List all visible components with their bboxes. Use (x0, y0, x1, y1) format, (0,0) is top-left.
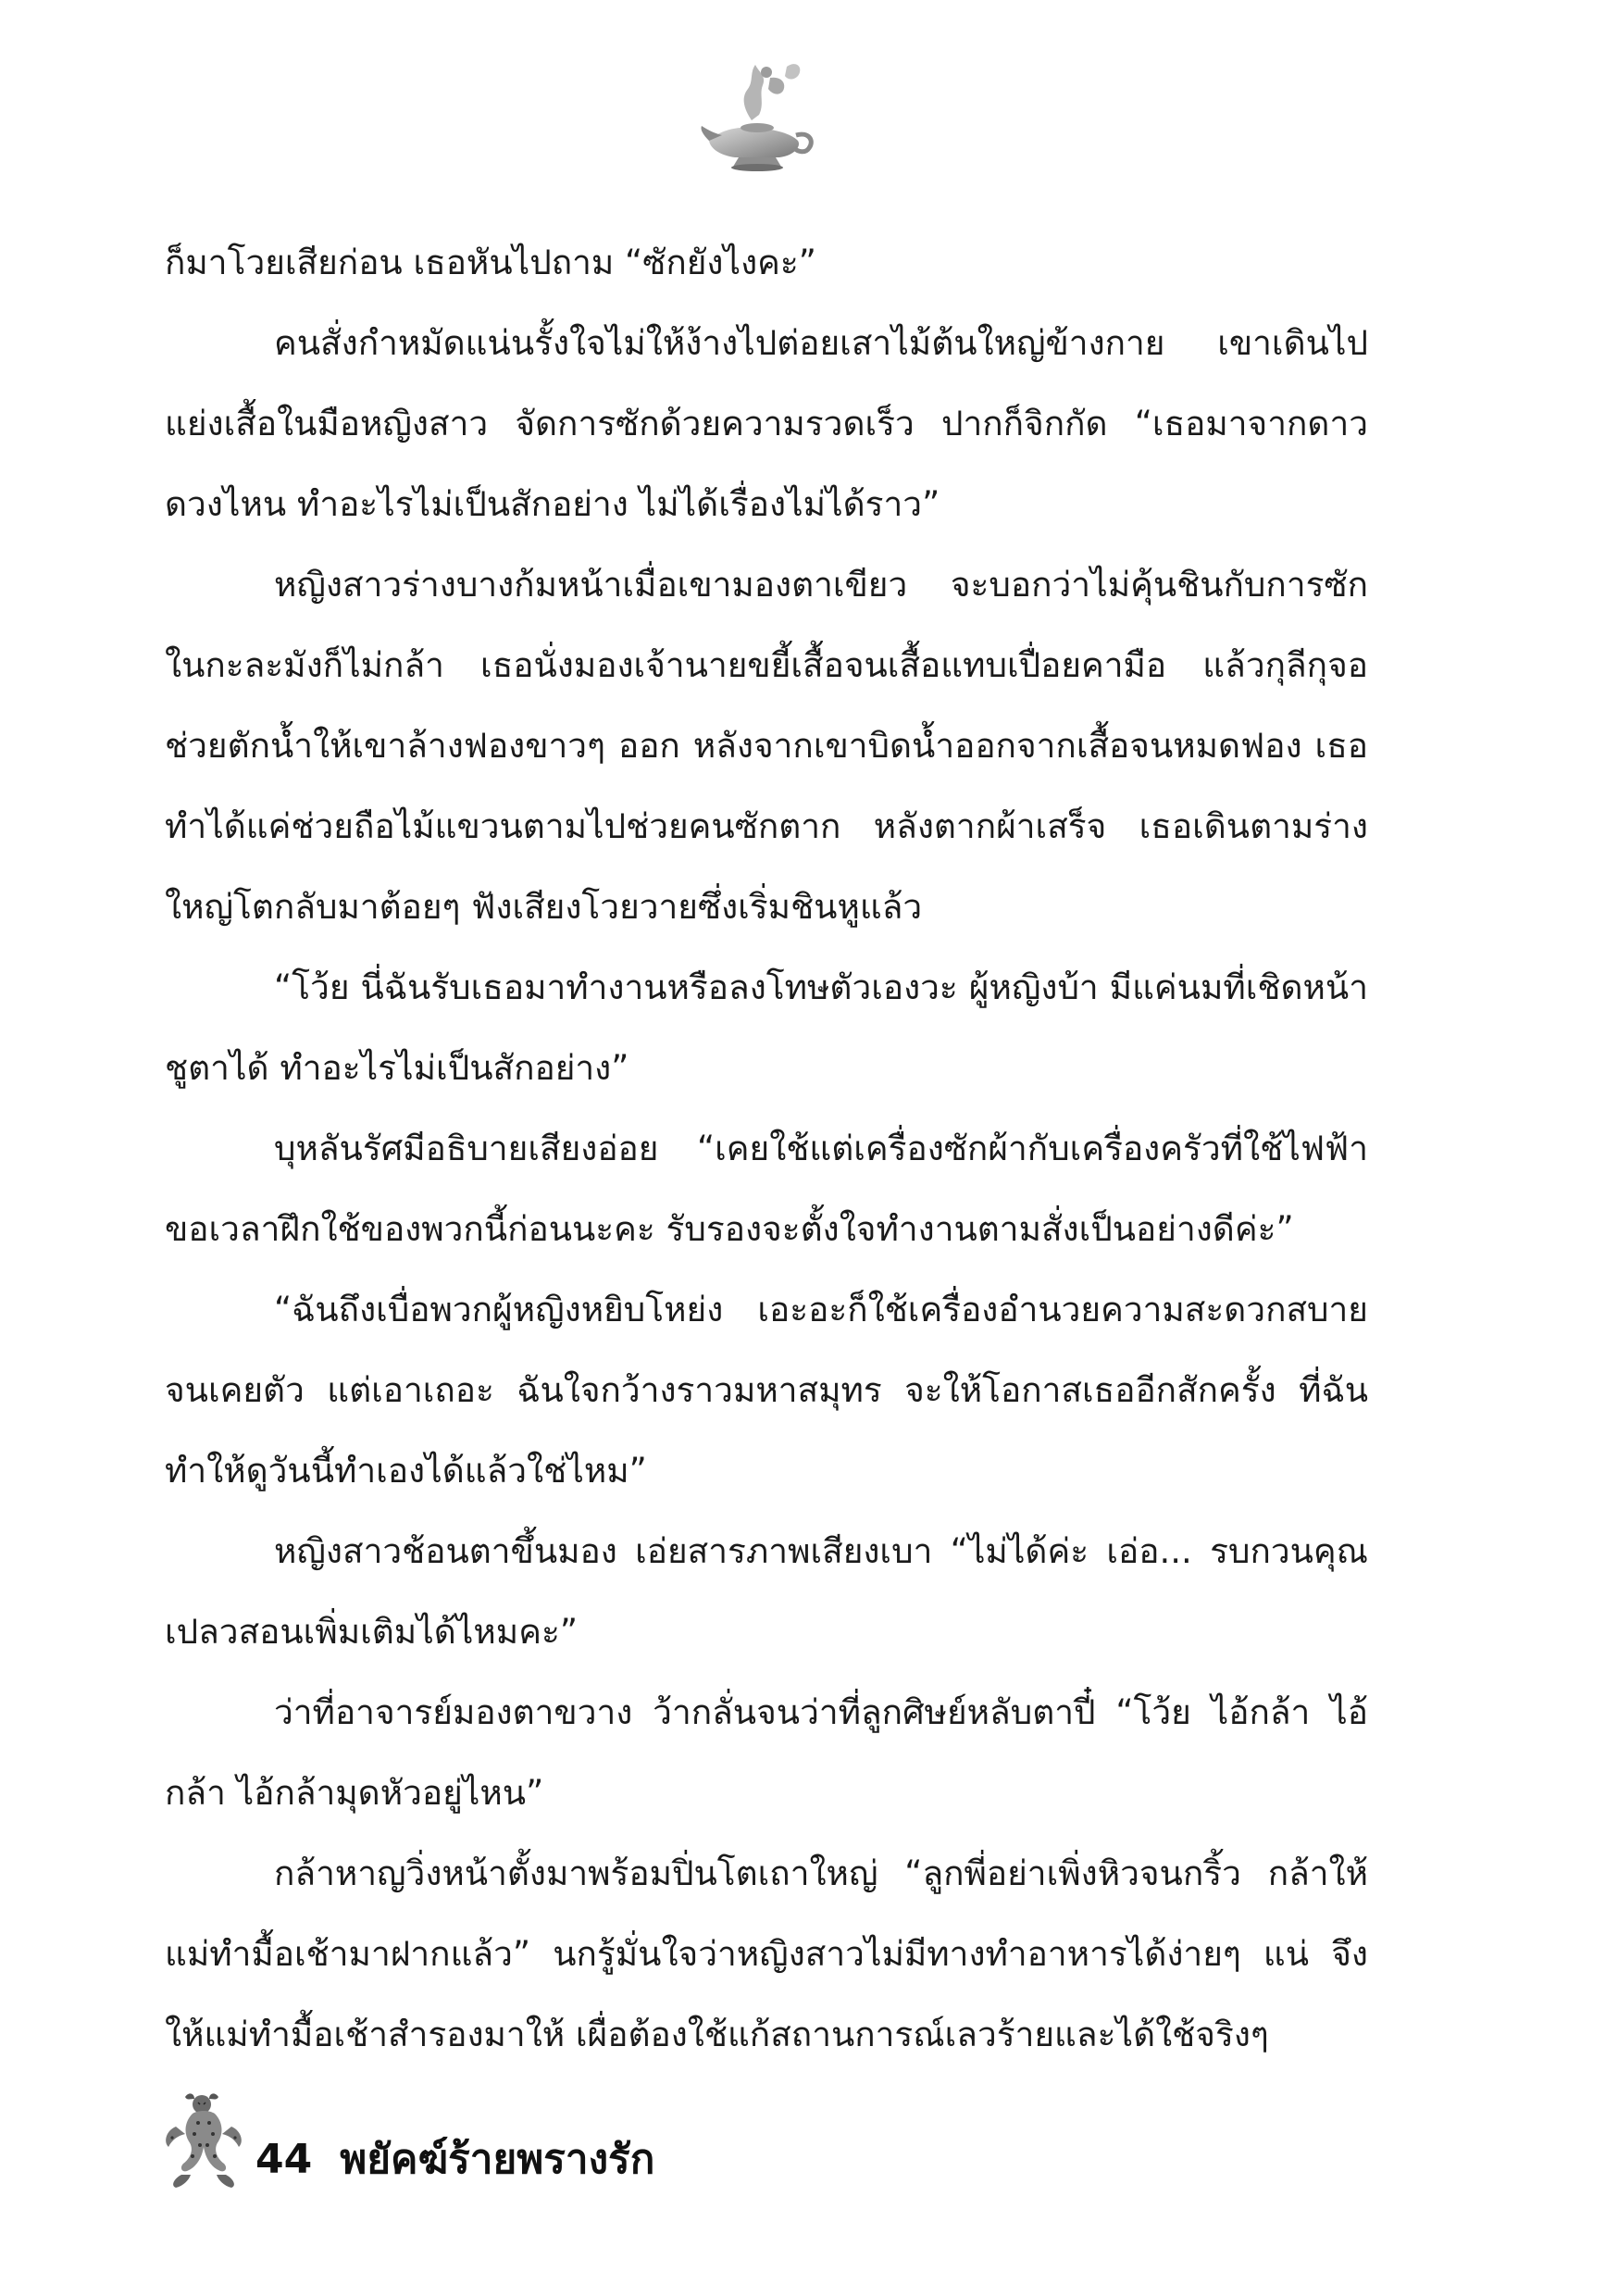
body-text (165, 222, 1368, 2075)
paragraph-7: หญิงสาวช้อนตาขึ้นมอง เอ่ยสารภาพเสียงเบา “ไม่ได้ค่ะ เอ่อ... รบกวนคุณเปลวสอนเพิ่มเติมได้ไหมคะ” (165, 1531, 1368, 1652)
page-number: 44 (255, 2135, 313, 2183)
paragraph-1: ก็มาโวยเสียก่อน เธอหันไปถาม “ซักยังไงคะ” (165, 243, 816, 282)
paragraph-2: คนสั่งกำหมัดแน่นรั้งใจไม่ให้ง้างไปต่อยเสาไม้ต้นใหญ่ข้างกาย เขาเดินไปแย่งเสื้อในมือหญิงสาว จัดการซักด้วยความรวดเร็ว ปากก็จิกกัด “เธอมาจากดาวดวงไหน ทำอะไรไม่เป็นสักอย่าง ไม่ได้เรื่องไม่ได้ราว” (165, 323, 1368, 524)
tiger-ornament-icon (157, 2090, 250, 2191)
paragraph-8: ว่าที่อาจารย์มองตาขวาง ว้ากลั่นจนว่าที่ลูกศิษย์หลับตาปี๋ “โว้ย ไอ้กล้า ไอ้กล้า ไอ้กล้ามุดหัวอยู่ไหน” (165, 1692, 1368, 1813)
page-footer (157, 2085, 654, 2196)
genie-lamp-icon (698, 56, 818, 176)
paragraph-4: “โว้ย นี่ฉันรับเธอมาทำงานหรือลงโทษตัวเองวะ ผู้หญิงบ้า มีแค่นมที่เชิดหน้าชูตาได้ ทำอะไรไม่เป็นสักอย่าง” (165, 967, 1368, 1088)
paragraph-5: บุหลันรัศมีอธิบายเสียงอ่อย “เคยใช้แต่เครื่องซักผ้ากับเครื่องครัวที่ใช้ไฟฟ้า ขอเวลาฝึกใช้ของพวกนี้ก่อนนะคะ รับรองจะตั้งใจทำงานตามสั่งเป็นอย่างดีค่ะ” (165, 1129, 1368, 1249)
paragraph-3: หญิงสาวร่างบางก้มหน้าเมื่อเขามองตาเขียว จะบอกว่าไม่คุ้นชินกับการซักในกะละมังก็ไม่กล้า เธอนั่งมองเจ้านายขยี้เสื้อจนเสื้อแทบเปื่อยคามือ แล้วกุลีกุจอช่วยตักน้ำให้เขาล้างฟองขาวๆ ออก หลังจากเขาบิดน้ำออกจากเสื้อจนหมดฟอง เธอทำได้แค่ช่วยถือไม้แขวนตามไปช่วยคนซักตาก หลังตากผ้าเสร็จ เธอเดินตามร่างใหญ่โตกลับมาต้อยๆ ฟังเสียงโวยวายซึ่งเริ่มชินหูแล้ว (165, 565, 1368, 927)
paragraph-6: “ฉันถึงเบื่อพวกผู้หญิงหยิบโหย่ง เอะอะก็ใช้เครื่องอำนวยความสะดวกสบายจนเคยตัว แต่เอาเถอะ ฉันใจกว้างราวมหาสมุทร จะให้โอกาสเธออีกสักครั้ง ที่ฉันทำให้ดูวันนี้ทำเองได้แล้วใช่ไหม” (165, 1290, 1368, 1491)
book-title: พยัคฆ์ร้ายพรางรัก (340, 2136, 655, 2183)
paragraph-9: กล้าหาญวิ่งหน้าตั้งมาพร้อมปิ่นโตเถาใหญ่ “ลูกพี่อย่าเพิ่งหิวจนกริ้ว กล้าให้แม่ทำมื้อเช้ามาฝากแล้ว” นกรู้มั่นใจว่าหญิงสาวไม่มีทางทำอาหารได้ง่ายๆ แน่ จึงให้แม่ทำมื้อเช้าสำรองมาให้ เผื่อต้องใช้แก้สถานการณ์เลวร้ายและได้ใช้จริงๆ (165, 1853, 1368, 2054)
